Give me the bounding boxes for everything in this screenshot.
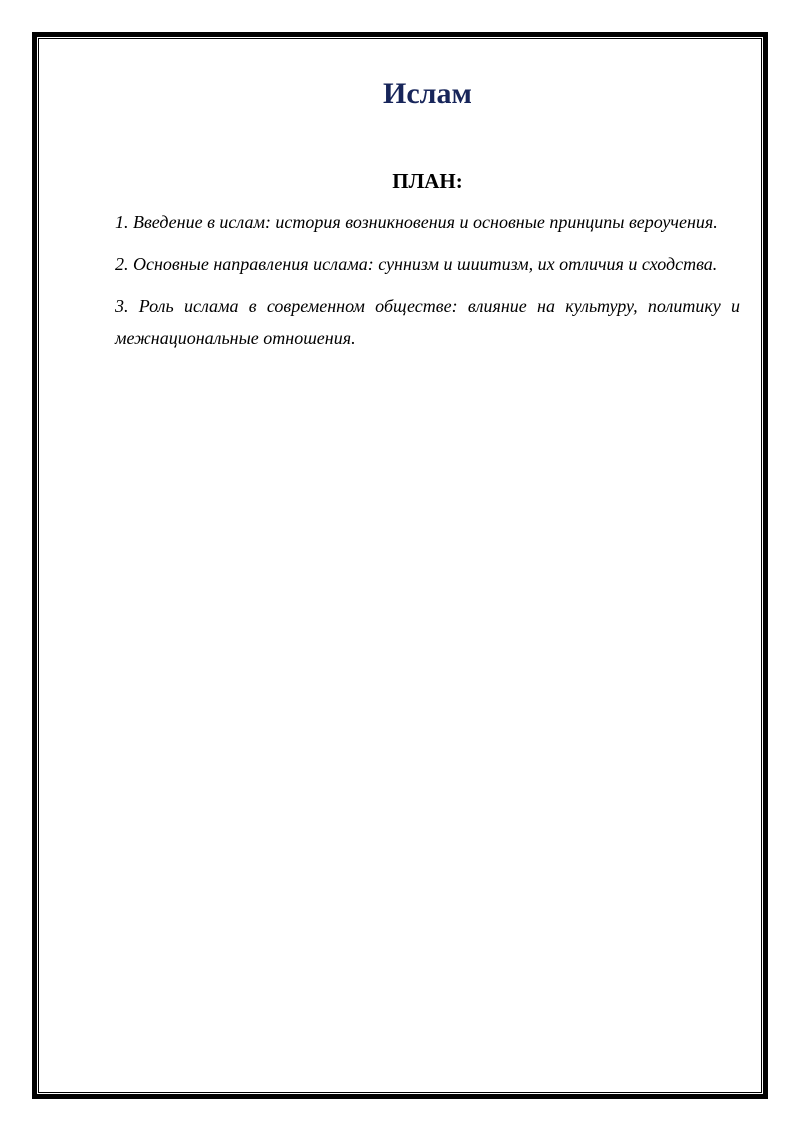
plan-item-3: 3. Роль ислама в современном обществе: влияние на культуру, политику и межнациональные отношения. (115, 296, 740, 348)
page-content (115, 70, 740, 364)
plan-item-1: 1. Введение в ислам: история возникновения и основные принципы вероучения. (115, 212, 718, 232)
plan-heading: ПЛАН: (392, 169, 463, 193)
plan-item-2: 2. Основные направления ислама: суннизм и шиитизм, их отличия и сходства. (115, 254, 718, 274)
document-title: Ислам (383, 77, 472, 110)
plan-list (115, 206, 740, 354)
